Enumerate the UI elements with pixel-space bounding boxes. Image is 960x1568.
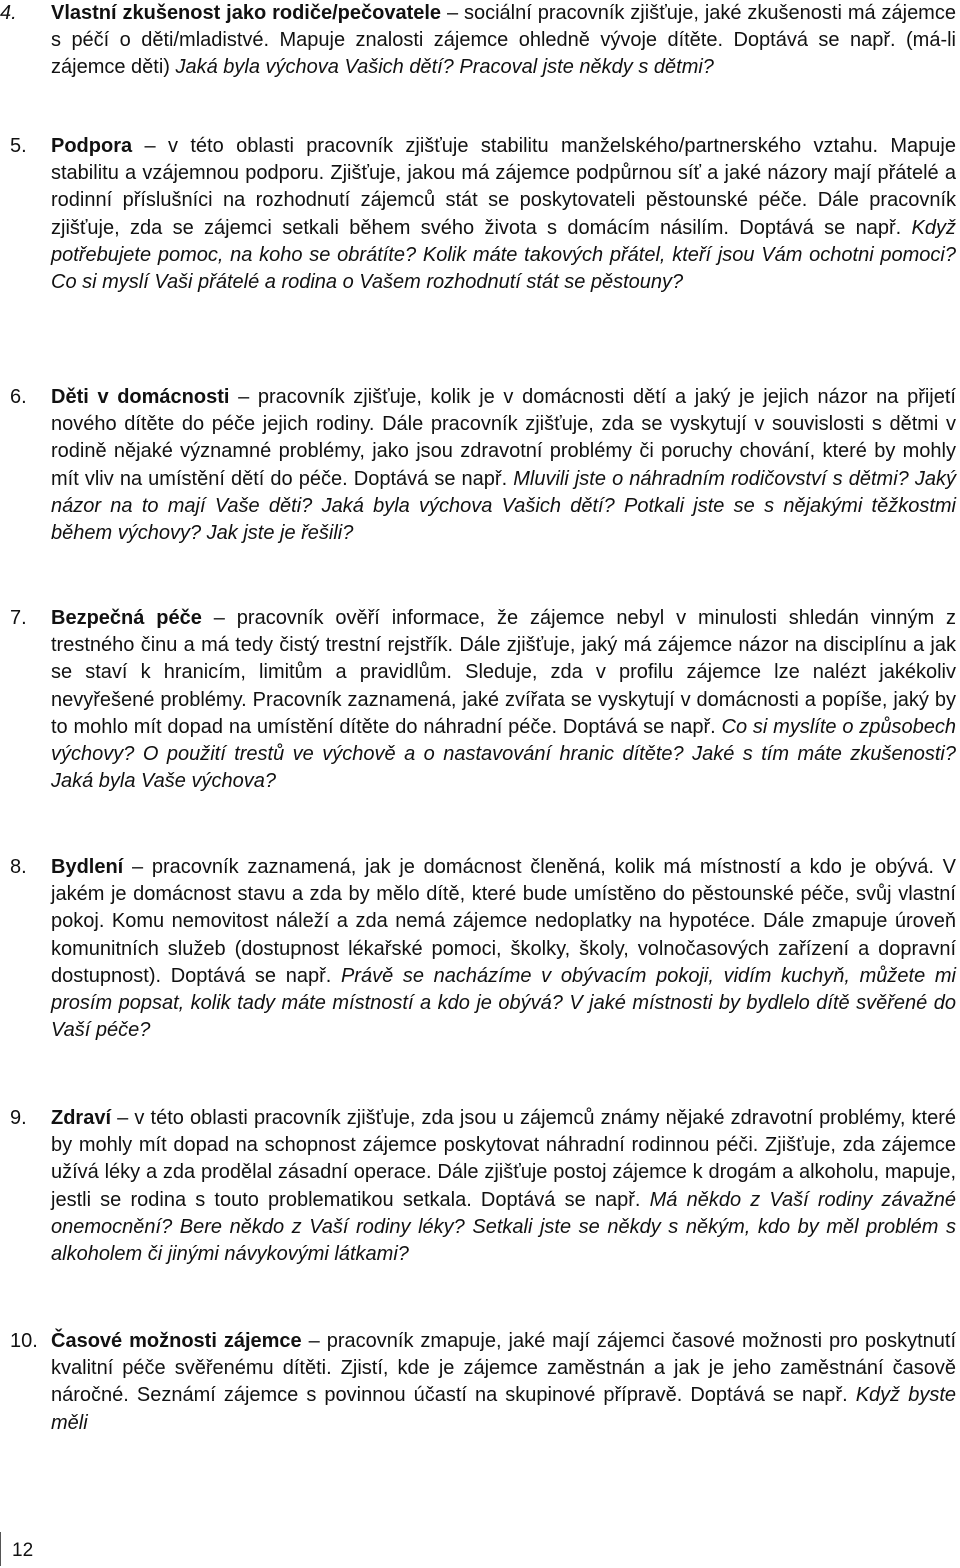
list-item-5 bbox=[0, 133, 960, 296]
item-text: pracovník ověří informace, že zájemce nebyl v minulosti shledán vinným z trestného činu a má tedy čistý trestní rejstřík. Dále zjišťuje, jaký má zájemce názor na disciplínu a jak se staví k hranicím, limitům a pravidlům. Sleduje, zda v profilu zájemce lze nalézt jakékoliv nevyřešené problémy. Pracovník zaznamená, jaké zvířata se vyskytují v domácnosti a popíše, jaký by to mohlo mít dopad na umístění dítěte do náhradní péče. Doptává se např. bbox=[51, 607, 956, 738]
item-paragraph bbox=[51, 605, 956, 795]
item-paragraph bbox=[51, 1105, 956, 1268]
item-dash: – bbox=[132, 135, 168, 157]
item-text: v této oblasti pracovník zjišťuje, zda jsou u zájemců známy nějaké zdravotní problémy, které by mohly mít dopad na schopnost zájemce poskytovat náhradní rodinnou péči. Zjišťuje, zda zájemce užívá léky a zda prodělal zásadní operace. Dále zjišťuje postoj zájemce k drogám a alkoholu, mapuje, jestli se rodina s touto problematikou setkala. Doptává se např. bbox=[51, 1107, 956, 1211]
item-number: 6. bbox=[10, 386, 27, 408]
item-paragraph bbox=[51, 854, 956, 1044]
item-heading: Bydlení bbox=[51, 856, 124, 878]
item-dash: – bbox=[301, 1330, 327, 1352]
item-questions: Jaká byla výchova Vašich dětí? Pracoval jste někdy s dětmi? bbox=[175, 56, 714, 79]
item-questions: Když potřebujete pomoc, na koho se obrátíte? Kolik máte takových přátel, kteří jsou Vám ochotni pomoci? Co si myslí Vaši přátelé a rodina o Vašem rozhodnutí stát se pěstouny? bbox=[51, 216, 956, 294]
item-paragraph bbox=[51, 384, 956, 547]
item-dash: – bbox=[123, 856, 152, 878]
item-questions: Když byste měli bbox=[51, 1384, 956, 1434]
item-number: 5. bbox=[10, 135, 27, 157]
list-item-6 bbox=[0, 384, 960, 547]
list-item-4 bbox=[0, 0, 960, 82]
item-paragraph bbox=[51, 1328, 956, 1437]
item-dash: – bbox=[201, 607, 237, 629]
item-text: sociální pracovník zjišťuje, jaké zkušenosti má zájemce s péčí o děti/mladistvé. Mapuje znalosti zájemce ohledně vývoje dítěte. Doptává se např. (má-li zájemce děti) bbox=[51, 2, 956, 79]
item-text: pracovník zjišťuje, kolik je v domácnosti dětí a jaký je jejich názor na přijetí nového dítěte do péče jejich rodiny. Dále pracovník zjišťuje, zda se vyskytují v souvislosti s dětmi v rodině nějaké významné problémy, jako jsou zdravotní problémy či poruchy chování, které by mohly mít vliv na umístění dětí do péče. Doptává se např. bbox=[51, 386, 956, 490]
item-number: 10. bbox=[10, 1330, 38, 1352]
footer-divider bbox=[0, 1532, 1, 1566]
list-item-7 bbox=[0, 605, 960, 795]
list-item-8 bbox=[0, 854, 960, 1044]
item-questions: Co si myslíte o způsobech výchovy? O použití trestů ve výchově a o nastavování hranic dítěte? Jaké s tím máte zkušenosti? Jaká byla Vaše výchova? bbox=[51, 715, 957, 793]
item-heading: Vlastní zkušenost jako rodiče/pečovatele bbox=[51, 2, 442, 24]
item-heading: Zdraví bbox=[51, 1107, 112, 1129]
item-text: pracovník zmapuje, jaké mají zájemci časové možnosti pro poskytnutí kvalitní péče svěřenému dítěti. Zjistí, kde je zájemce zaměstnán a jak je jeho zaměstnání časově náročné. Seznámí zájemce s povinnou účastí na skupinové přípravě. Doptává se např. bbox=[51, 1330, 956, 1407]
item-number: 4. bbox=[0, 2, 17, 24]
page-number: 12 bbox=[12, 1540, 34, 1561]
item-heading: Časové možnosti zájemce bbox=[51, 1330, 302, 1352]
item-paragraph bbox=[51, 133, 956, 296]
list-item-9 bbox=[0, 1105, 960, 1268]
list-item-10 bbox=[0, 1328, 960, 1437]
item-questions: Má někdo z Vaší rodiny závažné onemocnění? Bere někdo z Vaší rodiny léky? Setkali jste se někdy s někým, kdo by měl problém s alkoholem či jinými návykovými látkami? bbox=[51, 1188, 956, 1266]
item-questions: Mluvili jste o náhradním rodičovství s dětmi? Jaký názor na to mají Vaše děti? Jaká byla výchova Vašich dětí? Potkali jste se s nějakými těžkostmi během výchovy? Jak jste je řešili? bbox=[51, 467, 956, 545]
item-heading: Děti v domácnosti bbox=[51, 386, 230, 408]
item-heading: Podpora bbox=[51, 135, 133, 157]
item-text: v této oblasti pracovník zjišťuje stabilitu manželského/partnerského vztahu. Mapuje stabilitu a vzájemnou podporu. Zjišťuje, jakou má zájemce podpůrnou síť a jaké názory mají přátelé a rodinní příslušníci na rozhodnutí zájemců stát se poskytovateli pěstounské péče. Dále pracovník zjišťuje, zda se zájemci setkali během svého života s domácím násilím. Doptává se např. bbox=[51, 135, 956, 239]
item-text: pracovník zaznamená, jak je domácnost členěná, kolik má místností a kdo je obývá. V jakém je domácnost stavu a zda by mělo dítě, které bude umístěno do pěstounské péče, svůj vlastní pokoj. Komu nemovitost náleží a zda nemá zájemce nedoplatky na hypotéce. Dále zmapuje úroveň komunitních služeb (dostupnost lékařské pomoci, školky, školy, volnočasových zařízení a dopravní dostupnost). Doptává se např. bbox=[51, 856, 956, 987]
item-dash: – bbox=[229, 386, 258, 408]
item-paragraph bbox=[51, 0, 956, 82]
item-dash: – bbox=[441, 2, 464, 24]
item-dash: – bbox=[111, 1107, 135, 1129]
item-questions: Právě se nacházíme v obývacím pokoji, vidím kuchyň, můžete mi prosím popsat, kolik tady máte místností a kdo je obývá? V jaké místnosti by bydlelo dítě svěřené do Vaší péče? bbox=[51, 964, 956, 1042]
item-heading: Bezpečná péče bbox=[51, 607, 202, 629]
page-footer bbox=[0, 1526, 960, 1568]
item-number: 7. bbox=[10, 607, 27, 629]
item-number: 9. bbox=[10, 1107, 27, 1129]
item-number: 8. bbox=[10, 856, 27, 878]
